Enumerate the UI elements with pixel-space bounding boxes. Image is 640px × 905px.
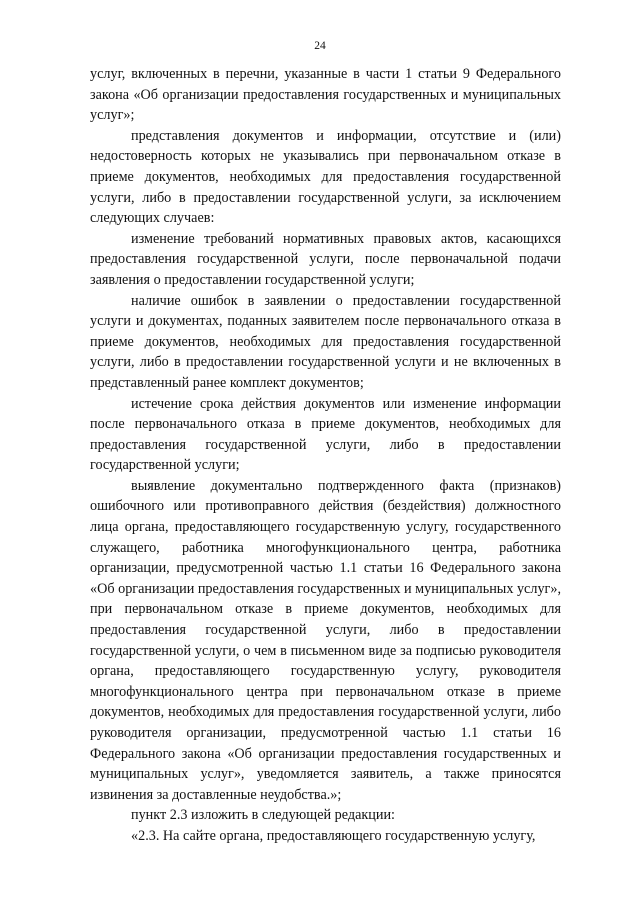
page-number: 24 (314, 40, 326, 52)
paragraph-case-requirements-change: изменение требований нормативных правовых актов, касающихся предоставления государственной услуги, после первоначальной подачи заявления о предоставлении государственной услуги; (90, 230, 561, 288)
document-body (90, 64, 561, 847)
paragraph-case-wrongful-action: выявление документально подтвержденного факта (признаков) ошибочного или противоправного действия (бездействия) должностного лица органа, предоставляющего государственную услугу, государственного служащего, работника многофункционального центра, работника организации, предусмотренной частью 1.1 статьи 16 Федерального закона «Об организации предоставления государственных и муниципальных услуг», при первоначальном отказе в приеме документов, необходимых для предоставления государственной услуги, либо в предоставлении государственной услуги, о чем в письменном виде за подписью руководителя органа, предоставляющего государственную услугу, руководителя многофункционального центра при первоначальном отказе в приеме документов, необходимых для предоставления государственной услуги, либо руководителя организации, предусмотренной частью 1.1 статьи 16 Федерального закона «Об организации предоставления государственных и муниципальных услуг», уведомляется заявитель, а также приносятся извинения за доставленные неудобства.»; (90, 477, 561, 803)
paragraph-continuation: услуг, включенных в перечни, указанные в части 1 статьи 9 Федерального закона «Об организации предоставления государственных и муниципальных услуг»; (90, 66, 561, 124)
paragraph-clause-2-3: «2.3. На сайте органа, предоставляющего государственную услугу, (131, 827, 536, 844)
paragraph-documents-info: представления документов и информации, отсутствие и (или) недостоверность которых не указывались при первоначальном отказе в приеме документов, необходимых для предоставления государственной услуги, либо в предоставлении государственной услуги, за исключением следующих случаев: (90, 127, 561, 227)
paragraph-case-expiry: истечение срока действия документов или изменение информации после первоначального отказа в приеме документов, необходимых для предоставления государственной услуги, либо в предоставлении государственной услуги; (90, 395, 561, 474)
paragraph-amendment-instruction: пункт 2.3 изложить в следующей редакции: (131, 807, 395, 824)
paragraph-case-errors: наличие ошибок в заявлении о предоставлении государственной услуги и документах, поданных заявителем после первоначального отказа в приеме документов, необходимых для предоставления государственной услуги, либо в предоставлении государственной услуги и не включенных в представленный ранее комплект документов; (90, 292, 561, 391)
